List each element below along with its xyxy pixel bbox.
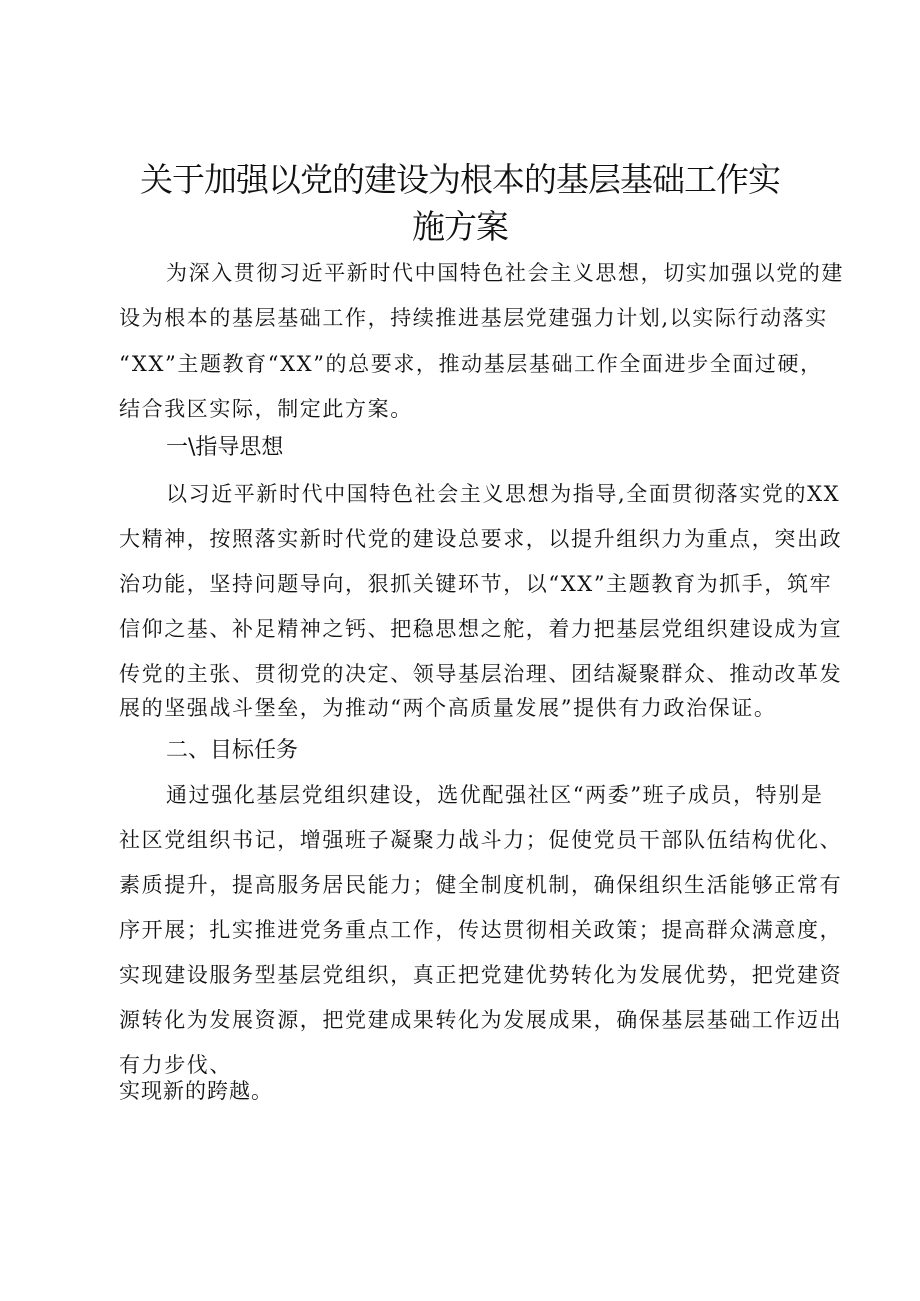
intro-line: 为深入贯彻习近平新时代中国特色社会主义思想，切实加强以党的建 [166, 261, 844, 285]
section2-line: 通过强化基层党组织建设，选优配强社区“两委”班子成员，特别是 [166, 783, 824, 807]
section2-line: 序开展；扎实推进党务重点工作，传达贯彻相关政策；提高群众满意度， [119, 918, 843, 942]
section-heading-guiding-ideology: 一\指导思想 [166, 435, 284, 460]
document-title-line-1: 关于加强以党的建设为根本的基层基础工作实 [140, 160, 780, 199]
intro-line: 结合我区实际，制定此方案。 [119, 397, 413, 421]
section1-line: 展的坚强战斗堡垒，为推动“两个高质量发展”提供有力政治保证。 [119, 696, 777, 720]
section2-line: 实现新的跨越。 [119, 1079, 273, 1103]
section2-line: 源转化为发展资源，把党建成果转化为发展成果，确保基层基础工作迈出 [119, 1008, 843, 1032]
section2-line: 实现建设服务型基层党组织，真正把党建优势转化为发展优势，把党建资 [119, 963, 843, 987]
section2-line: 有力步伐、 [119, 1053, 232, 1077]
section1-line: 信仰之基、补足精神之钙、把稳思想之舵，着力把基层党组织建设成为宣 [119, 617, 843, 641]
section2-line: 素质提升，提高服务居民能力；健全制度机制，确保组织生活能够正常有 [119, 873, 843, 897]
intro-line: “XX”主题教育“XX”的总要求，推动基层基础工作全面进步全面过硬， [119, 352, 823, 376]
section1-line: 以习近平新时代中国特色社会主义思想为指导,全面贯彻落实党的XX [166, 482, 841, 506]
section1-line: 大精神，按照落实新时代党的建设总要求，以提升组织力为重点，突出政 [119, 527, 843, 551]
section2-line: 社区党组织书记，增强班子凝聚力战斗力；促使党员干部队伍结构优化、 [119, 828, 843, 852]
intro-line: 设为根本的基层基础工作，持续推进基层党建强力计划,以实际行动落实 [119, 306, 828, 330]
document-title-line-2: 施方案 [412, 207, 508, 246]
section1-line: 传党的主张、贯彻党的决定、领导基层治理、团结凝聚群众、推动改革发 [119, 662, 843, 686]
section-heading-goals-tasks: 二、目标任务 [166, 738, 299, 763]
section1-line: 治功能，坚持问题导向，狠抓关键环节，以“XX”主题教育为抓手，筑牢 [119, 572, 833, 596]
